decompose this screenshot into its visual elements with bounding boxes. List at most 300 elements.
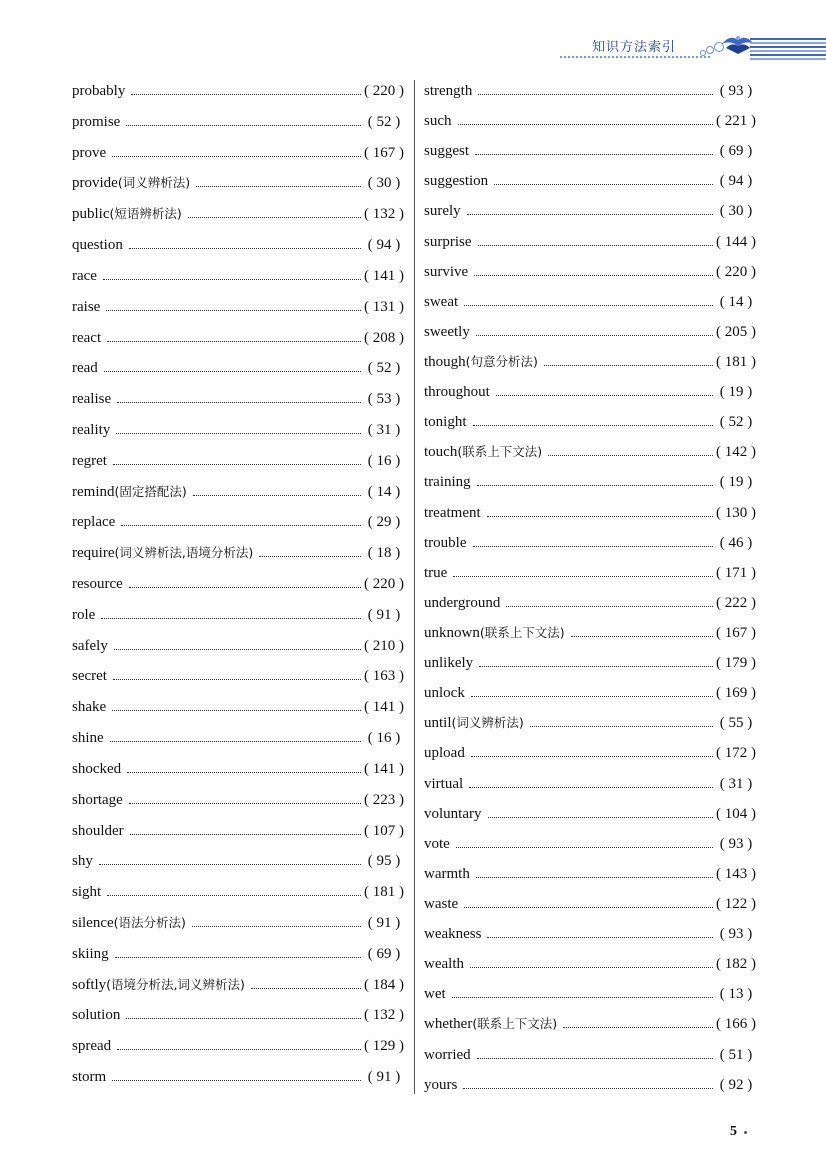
page-number: 5 (730, 1124, 737, 1139)
index-term (72, 515, 121, 530)
index-entry (424, 320, 759, 350)
index-entry (72, 264, 407, 295)
index-page-ref: ( 181 ) (713, 355, 759, 370)
index-term-word: touch (424, 444, 458, 461)
index-entry (72, 911, 407, 942)
dot-leader (126, 1003, 361, 1019)
index-entry (424, 531, 759, 561)
index-term-word: suggest (424, 143, 469, 160)
index-entry (424, 922, 759, 952)
dot-leader (477, 1043, 713, 1059)
index-page-ref: ( 16 ) (361, 454, 407, 469)
index-page-ref: ( 31 ) (713, 777, 759, 792)
index-term (72, 762, 127, 777)
index-term-word: probably (72, 83, 126, 99)
index-entry (72, 510, 407, 541)
index-term (72, 484, 193, 500)
index-term (72, 84, 131, 99)
dot-leader (471, 681, 713, 697)
index-page-ref: ( 14 ) (713, 295, 759, 310)
index-term-word: vote (424, 835, 450, 852)
index-term (424, 114, 458, 129)
index-page-ref: ( 91 ) (361, 608, 407, 623)
index-page-ref: ( 52 ) (361, 361, 407, 376)
index-term (424, 144, 475, 159)
dot-leader (548, 440, 713, 456)
index-term-word: spread (72, 1038, 112, 1055)
index-page-ref: ( 107 ) (361, 824, 407, 839)
index-page-ref: ( 221 ) (713, 114, 759, 129)
dot-leader (467, 199, 713, 215)
dot-leader (477, 470, 713, 486)
dot-leader (115, 942, 361, 958)
index-term-word: wealth (424, 956, 464, 973)
index-term-word: whether (424, 1016, 473, 1033)
index-term (424, 837, 456, 852)
index-term-word: softly (72, 976, 107, 993)
index-term (72, 269, 103, 284)
index-entry (424, 230, 759, 260)
index-entry (72, 664, 407, 695)
index-entry (72, 110, 407, 141)
index-term-method-note: (联系上下文法) (472, 1016, 558, 1032)
index-term (424, 566, 453, 581)
index-entry (72, 141, 407, 172)
index-term-word: strength (424, 83, 473, 99)
index-page-ref: ( 94 ) (361, 238, 407, 253)
index-term-word: remind (72, 483, 115, 500)
index-page-ref: ( 132 ) (361, 207, 407, 222)
index-term-method-note: (语法分析法) (113, 914, 186, 930)
index-page-ref: ( 16 ) (361, 731, 407, 746)
index-page-ref: ( 30 ) (713, 204, 759, 219)
dot-leader (259, 541, 361, 557)
index-entry (72, 233, 407, 264)
index-page-ref: ( 132 ) (361, 1008, 407, 1023)
dot-leader (496, 380, 713, 396)
index-term (72, 545, 259, 561)
index-term-word: realise (72, 391, 112, 408)
header-title: 知识方法索引 (592, 40, 677, 55)
index-term-word: question (72, 237, 123, 254)
index-entry (72, 634, 407, 665)
index-term (424, 596, 506, 611)
index-term (72, 1070, 112, 1085)
index-entry (72, 449, 407, 480)
index-term-word: promise (72, 113, 121, 130)
index-entry (424, 591, 759, 621)
dot-leader (117, 1034, 361, 1050)
index-term (72, 669, 113, 684)
index-term-word: sweat (424, 293, 459, 310)
index-page-ref: ( 169 ) (713, 686, 759, 701)
dot-leader (101, 603, 361, 619)
index-term-word: read (72, 360, 98, 377)
index-entry (72, 788, 407, 819)
index-page-ref: ( 172 ) (713, 746, 759, 761)
dot-leader (130, 819, 361, 835)
dot-leader (112, 141, 361, 157)
index-column-left (72, 79, 407, 1096)
index-column-right (424, 79, 759, 1103)
index-entry (72, 757, 407, 788)
index-entry (424, 199, 759, 229)
index-page-ref: ( 144 ) (713, 235, 759, 250)
index-term (424, 174, 494, 189)
index-page-ref: ( 179 ) (713, 656, 759, 671)
index-page-ref: ( 205 ) (713, 325, 759, 340)
index-term-word: tonight (424, 414, 467, 431)
index-page-ref: ( 52 ) (713, 415, 759, 430)
index-page-ref: ( 223 ) (361, 793, 407, 808)
index-term-word: unlock (424, 685, 465, 702)
dot-leader (494, 169, 713, 185)
page-number-dot (744, 1131, 747, 1134)
dot-leader (117, 387, 361, 403)
index-term-word: shortage (72, 791, 123, 808)
index-entry (424, 651, 759, 681)
index-page-ref: ( 91 ) (361, 916, 407, 931)
index-page-ref: ( 210 ) (361, 639, 407, 654)
index-page-ref: ( 208 ) (361, 331, 407, 346)
dot-leader (251, 973, 361, 989)
index-entry (72, 202, 407, 233)
index-term (424, 927, 487, 942)
index-term-word: sight (72, 884, 102, 901)
index-page-ref: ( 93 ) (713, 84, 759, 99)
index-term-word: race (72, 267, 97, 284)
index-term-word: raise (72, 298, 101, 315)
index-entry (72, 326, 407, 357)
dot-leader (192, 911, 361, 927)
index-entry (424, 952, 759, 982)
index-term-word: shine (72, 730, 104, 747)
index-term-word: react (72, 329, 102, 346)
index-term (72, 454, 113, 469)
index-term-word: wet (424, 986, 446, 1003)
index-entry (72, 695, 407, 726)
dot-leader (506, 591, 713, 607)
index-term (72, 1008, 126, 1023)
index-term (424, 777, 469, 792)
index-entry (424, 802, 759, 832)
index-page-ref: ( 93 ) (713, 837, 759, 852)
index-term-method-note: (句意分析法) (465, 353, 538, 369)
index-page-ref: ( 52 ) (361, 115, 407, 130)
dot-leader (470, 952, 713, 968)
dot-leader (103, 264, 361, 280)
dot-leader (116, 418, 361, 434)
column-divider (414, 80, 415, 1094)
index-term (72, 854, 99, 869)
dot-leader (453, 561, 713, 577)
index-term (424, 897, 464, 912)
index-term-word: secret (72, 668, 107, 685)
dot-leader (471, 741, 713, 757)
index-term (424, 1078, 463, 1093)
index-page-ref: ( 19 ) (713, 475, 759, 490)
index-term-word: provide (72, 175, 118, 192)
index-term (424, 265, 474, 280)
index-page-ref: ( 31 ) (361, 423, 407, 438)
index-term-word: trouble (424, 534, 467, 551)
index-entry (424, 772, 759, 802)
index-term-method-note: (词义辨析法) (451, 715, 524, 731)
index-term-word: underground (424, 594, 501, 611)
index-term-word: prove (72, 144, 107, 161)
index-entry (424, 440, 759, 470)
index-term-word: such (424, 113, 452, 130)
index-page-ref: ( 122 ) (713, 897, 759, 912)
dot-leader (110, 726, 361, 742)
index-page-ref: ( 182 ) (713, 957, 759, 972)
index-term (424, 1048, 477, 1063)
index-page-ref: ( 104 ) (713, 807, 759, 822)
index-term (72, 1039, 117, 1054)
index-entry (424, 470, 759, 500)
dot-leader (112, 1065, 361, 1081)
index-term-word: yours (424, 1076, 458, 1093)
index-term (72, 146, 112, 161)
index-term (424, 536, 473, 551)
index-entry (72, 849, 407, 880)
index-page-ref: ( 69 ) (713, 144, 759, 159)
index-term (72, 206, 188, 222)
index-term (424, 354, 544, 370)
index-term (72, 115, 126, 130)
index-term-word: surprise (424, 233, 472, 250)
index-term-word: surely (424, 203, 461, 220)
index-page-ref: ( 29 ) (361, 515, 407, 530)
dot-leader (99, 849, 361, 865)
index-term (72, 793, 129, 808)
index-term-word: resource (72, 576, 123, 592)
index-page-ref: ( 53 ) (361, 392, 407, 407)
index-entry (424, 892, 759, 922)
index-term-method-note: (词义辨析法,语境分析法) (114, 545, 254, 561)
dot-leader (469, 772, 713, 788)
index-entry (72, 1065, 407, 1096)
dot-leader (464, 290, 713, 306)
index-term-word: suggestion (424, 173, 489, 190)
index-entry (424, 741, 759, 771)
index-page-ref: ( 93 ) (713, 927, 759, 942)
index-entry (72, 942, 407, 973)
index-term-word: unlikely (424, 655, 474, 672)
dot-leader (104, 356, 361, 372)
index-term (424, 987, 452, 1002)
index-term-word: until (424, 715, 452, 732)
index-entry (424, 621, 759, 651)
index-entry (72, 973, 407, 1004)
dot-leader (193, 480, 361, 496)
dot-leader (121, 510, 361, 526)
index-page-ref: ( 222 ) (713, 596, 759, 611)
index-page-ref: ( 167 ) (713, 626, 759, 641)
index-page-ref: ( 171 ) (713, 566, 759, 581)
index-entry (72, 819, 407, 850)
index-term (72, 238, 129, 253)
index-term-word: role (72, 606, 96, 623)
index-entry (424, 1012, 759, 1042)
index-term (424, 715, 530, 731)
index-term (424, 295, 464, 310)
index-entry (72, 541, 407, 572)
dot-leader (456, 832, 713, 848)
index-term-word: reality (72, 421, 111, 438)
index-entry (424, 711, 759, 741)
index-term-word: unknown (424, 624, 480, 641)
index-entry (72, 295, 407, 326)
dot-leader (114, 634, 361, 650)
dot-leader (113, 449, 361, 465)
index-term-word: shocked (72, 760, 122, 777)
dot-leader (464, 892, 713, 908)
index-term-method-note: (短语辨析法) (109, 206, 182, 222)
index-entry (72, 726, 407, 757)
index-entry (424, 862, 759, 892)
index-entry (424, 501, 759, 531)
index-page-ref: ( 166 ) (713, 1017, 759, 1032)
index-term (72, 885, 107, 900)
index-term (424, 506, 487, 521)
index-term (72, 608, 101, 623)
dot-leader (473, 531, 714, 547)
index-term (72, 639, 114, 654)
dot-leader (129, 572, 361, 588)
index-entry (424, 290, 759, 320)
dot-leader (571, 621, 713, 637)
dot-leader (478, 79, 713, 95)
dot-leader (113, 664, 361, 680)
index-entry (424, 139, 759, 169)
dot-leader (106, 295, 361, 311)
index-page-ref: ( 141 ) (361, 269, 407, 284)
index-page-ref: ( 19 ) (713, 385, 759, 400)
index-term (424, 444, 548, 460)
index-term-word: virtual (424, 775, 464, 792)
dot-leader (452, 982, 713, 998)
index-page-ref: ( 167 ) (361, 146, 407, 161)
dot-leader (487, 501, 713, 517)
dot-leader (107, 326, 361, 342)
index-term (424, 656, 479, 671)
index-term (72, 300, 106, 315)
index-entry (424, 1043, 759, 1073)
index-term (424, 686, 471, 701)
index-term (72, 947, 115, 962)
index-page-ref: ( 46 ) (713, 536, 759, 551)
index-entry (72, 572, 407, 603)
dot-leader (196, 171, 361, 187)
index-term (72, 361, 104, 376)
index-entry (424, 79, 759, 109)
index-term (424, 867, 476, 882)
index-term-word: shoulder (72, 822, 124, 839)
index-term (424, 84, 478, 99)
index-term (72, 824, 130, 839)
dot-leader (463, 1073, 713, 1089)
index-entry (424, 169, 759, 199)
index-term (424, 385, 496, 400)
index-entry (424, 1073, 759, 1103)
index-page-ref: ( 129 ) (361, 1039, 407, 1054)
index-term-word: treatment (424, 504, 481, 521)
index-term (424, 957, 470, 972)
dot-leader (126, 110, 361, 126)
index-term (424, 807, 488, 822)
index-page-ref: ( 130 ) (713, 506, 759, 521)
index-term-word: waste (424, 895, 459, 912)
index-page-ref: ( 69 ) (361, 947, 407, 962)
index-entry (424, 561, 759, 591)
index-page-ref: ( 143 ) (713, 867, 759, 882)
index-page-ref: ( 220 ) (361, 577, 407, 592)
index-term-word: training (424, 474, 471, 491)
index-term (424, 235, 478, 250)
index-entry (424, 832, 759, 862)
dot-leader (129, 788, 361, 804)
index-page-ref: ( 30 ) (361, 176, 407, 191)
index-page-ref: ( 163 ) (361, 669, 407, 684)
index-page-ref: ( 94 ) (713, 174, 759, 189)
index-term-word: voluntary (424, 805, 482, 822)
dot-leader (563, 1012, 713, 1028)
dot-leader (478, 230, 714, 246)
index-page-ref: ( 92 ) (713, 1078, 759, 1093)
index-term-word: regret (72, 452, 107, 469)
index-term (72, 175, 196, 191)
dot-leader (476, 862, 713, 878)
dot-leader (107, 880, 361, 896)
index-entry (424, 260, 759, 290)
dot-leader (530, 711, 713, 727)
dot-leader (129, 233, 361, 249)
index-term-word: throughout (424, 384, 490, 401)
index-term-word: skiing (72, 945, 109, 962)
index-entry (72, 603, 407, 634)
index-term (424, 325, 476, 340)
index-term-word: survive (424, 263, 469, 280)
index-entry (72, 387, 407, 418)
index-term (424, 475, 477, 490)
dot-leader (488, 802, 714, 818)
index-page-ref: ( 141 ) (361, 762, 407, 777)
index-page-ref: ( 18 ) (361, 546, 407, 561)
index-term-method-note: (词义辨析法) (117, 175, 191, 191)
index-term (72, 577, 129, 592)
index-term-method-note: (联系上下文法) (457, 444, 543, 460)
dot-leader (473, 410, 713, 426)
index-term-word: safely (72, 637, 108, 654)
index-term (72, 423, 116, 438)
index-term-word: shake (72, 699, 107, 716)
index-term (72, 731, 110, 746)
index-page-ref: ( 181 ) (361, 885, 407, 900)
index-page-ref: ( 131 ) (361, 300, 407, 315)
index-term-word: public (72, 206, 110, 223)
index-entry (72, 1003, 407, 1034)
index-entry (424, 109, 759, 139)
index-term (424, 204, 467, 219)
index-term-word: storm (72, 1069, 107, 1085)
dot-leader (131, 79, 361, 95)
index-term (72, 331, 107, 346)
index-term-word: warmth (424, 865, 470, 882)
index-entry (72, 880, 407, 911)
index-page-ref: ( 13 ) (713, 987, 759, 1002)
index-term-word: silence (72, 914, 114, 931)
